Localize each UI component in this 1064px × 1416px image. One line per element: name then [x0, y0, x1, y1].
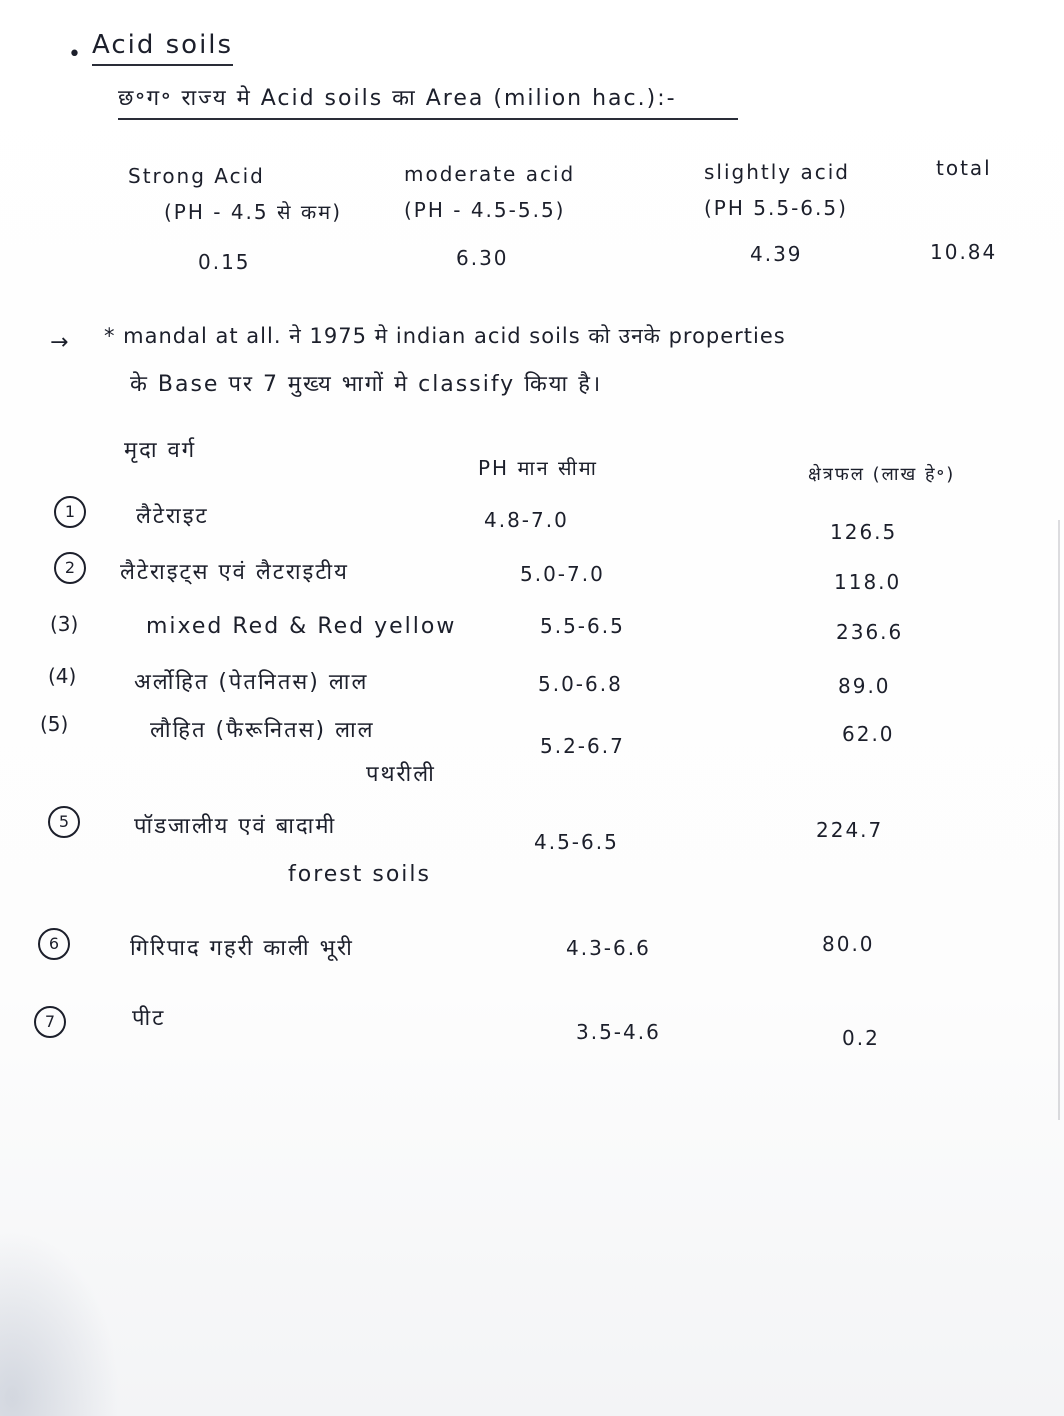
- row-number: (3): [50, 612, 79, 636]
- row-number: (4): [48, 664, 77, 688]
- soil-class-name: पीट: [132, 1006, 166, 1031]
- slightly-acid-header: [704, 154, 850, 226]
- subtitle: छ॰ग॰ राज्य मे Acid soils का Area (milion hac.):-: [118, 82, 738, 120]
- area-value: 118.0: [834, 570, 902, 594]
- note-line-1: * mandal at all. ने 1975 मे indian acid soils को उनके properties: [104, 324, 786, 348]
- row-number: 2: [54, 552, 86, 584]
- row-number: 1: [54, 496, 86, 528]
- soil-class-name: अर्लोहित (पेतनितस) लाल: [134, 670, 369, 695]
- ph-range: 4.3-6.6: [566, 936, 651, 960]
- row-number: 5: [48, 806, 80, 838]
- page-title: Acid soils: [92, 30, 233, 66]
- area-value: 126.5: [830, 520, 898, 544]
- note-arrow: →: [50, 330, 71, 355]
- strong-acid-header: [128, 158, 342, 230]
- page-corner-shadow: [0, 1230, 120, 1416]
- total-value: 10.84: [930, 240, 998, 264]
- area-header: क्षेत्रफल (लाख हे॰): [808, 464, 956, 485]
- strong-acid-value: 0.15: [198, 250, 251, 274]
- page-edge-shadow: [1058, 520, 1060, 1120]
- area-value: 0.2: [842, 1026, 880, 1050]
- soil-class-name: mixed Red & Red yellow: [146, 614, 457, 639]
- class-header: मृदा वर्ग: [124, 438, 197, 463]
- soil-class-name-line-2: पथरीली: [366, 762, 436, 787]
- soil-class-name: लैटेराइट: [136, 504, 209, 529]
- strong-acid-range: (PH - 4.5 से कम): [164, 200, 342, 224]
- total-header: total: [936, 156, 992, 180]
- area-value: 80.0: [822, 932, 875, 956]
- area-value: 62.0: [842, 722, 895, 746]
- slightly-acid-name: slightly acid: [704, 160, 850, 184]
- ph-range: 3.5-4.6: [576, 1020, 661, 1044]
- area-value: 224.7: [816, 818, 884, 842]
- moderate-acid-value: 6.30: [456, 246, 509, 270]
- slightly-acid-range: (PH 5.5-6.5): [704, 196, 848, 220]
- row-number: 6: [38, 928, 70, 960]
- soil-class-name: लैटेराइट्स एवं लैटराइटीय: [120, 560, 349, 585]
- soil-class-name: गिरिपाद गहरी काली भूरी: [130, 936, 354, 961]
- note-line-2: के Base पर 7 मुख्य भागों मे classify किया है।: [130, 372, 603, 397]
- row-number: (5): [40, 712, 69, 736]
- soil-class-name-line-2: forest soils: [288, 862, 431, 887]
- soil-class-name: लौहित (फैरूनितस) लाल: [150, 718, 375, 743]
- ph-range: 4.5-6.5: [534, 830, 619, 854]
- ph-header: PH मान सीमा: [478, 456, 598, 480]
- soil-class-name: पॉडजालीय एवं बादामी: [134, 814, 337, 839]
- ph-range: 5.5-6.5: [540, 614, 625, 638]
- moderate-acid-name: moderate acid: [404, 162, 576, 186]
- ph-range: 4.8-7.0: [484, 508, 569, 532]
- strong-acid-name: Strong Acid: [128, 164, 265, 188]
- ph-range: 5.0-6.8: [538, 672, 623, 696]
- moderate-acid-header: [404, 156, 575, 228]
- moderate-acid-range: (PH - 4.5-5.5): [404, 198, 566, 222]
- area-value: 89.0: [838, 674, 891, 698]
- row-number: 7: [34, 1006, 66, 1038]
- slightly-acid-value: 4.39: [750, 242, 803, 266]
- bullet: •: [68, 42, 81, 67]
- area-value: 236.6: [836, 620, 904, 644]
- ph-range: 5.2-6.7: [540, 734, 625, 758]
- ph-range: 5.0-7.0: [520, 562, 605, 586]
